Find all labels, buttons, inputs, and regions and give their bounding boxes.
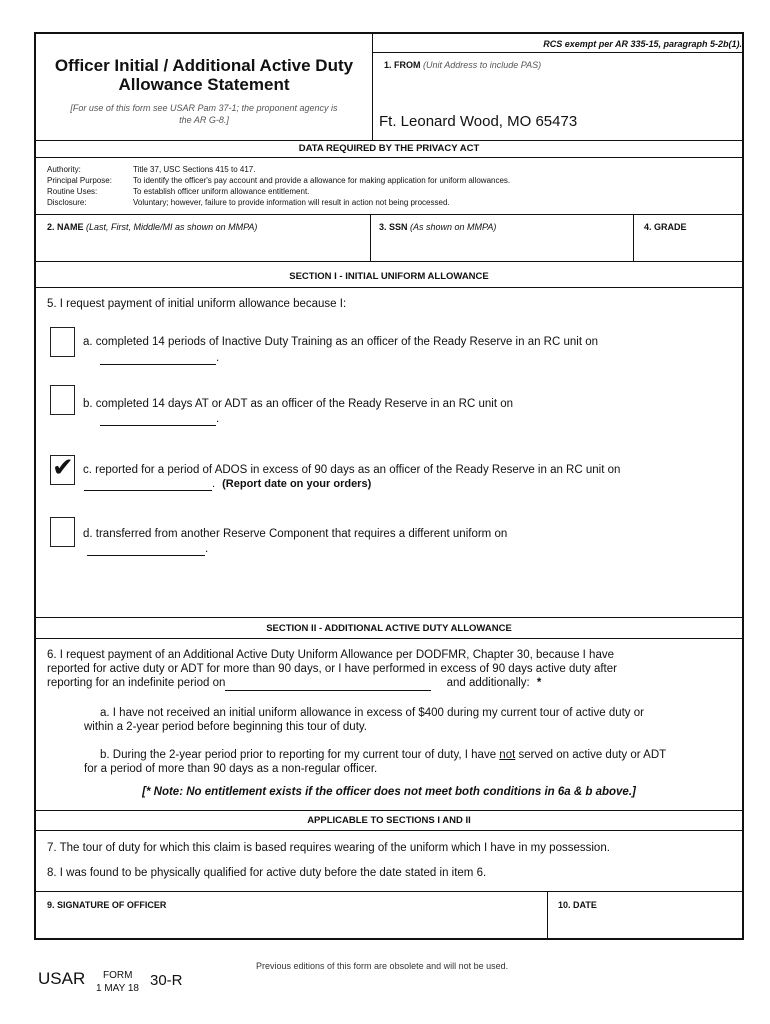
item6b-line1 — [84, 748, 744, 762]
section2-heading: SECTION II - ADDITIONAL ACTIVE DUTY ALLOWANCE — [266, 623, 512, 634]
use-note-line1: [For use of this form see USAR Pam 37-1; the proponent agency is — [70, 103, 338, 113]
from-label: 1. FROM — [384, 60, 421, 70]
item6b-not: not — [499, 749, 516, 761]
privacy-row — [47, 186, 732, 197]
privacy-row — [47, 175, 732, 186]
signature-input[interactable] — [40, 914, 540, 938]
option-5a-text: a. completed 14 periods of Inactive Duty Training as an officer of the Ready Reserve in an RC unit on — [83, 336, 599, 348]
privacy-heading: DATA REQUIRED BY THE PRIVACY ACT — [298, 143, 480, 154]
date-input[interactable] — [551, 914, 739, 938]
applicable-heading: APPLICABLE TO SECTIONS I AND II — [307, 815, 471, 826]
ssn-label-group — [379, 222, 496, 232]
privacy-row — [47, 197, 732, 208]
checkbox-5a[interactable] — [50, 327, 75, 357]
option-5c-date[interactable] — [84, 478, 212, 491]
grade-label: 4. GRADE — [644, 222, 687, 232]
from-hint: (Unit Address to include PAS) — [423, 60, 542, 70]
item6-line1: 6. I request payment of an Additional Active Duty Uniform Allowance per DODFMR, Chapter 30, because I have — [47, 649, 614, 661]
divider — [36, 261, 742, 262]
item6-paragraph — [47, 648, 737, 691]
from-field[interactable]: Ft. Leonard Wood, MO 65473 — [379, 113, 578, 130]
privacy-key: Principal Purpose: — [47, 176, 112, 185]
item6-line3-text: reporting for an indefinite period on — [47, 677, 226, 689]
divider — [36, 157, 742, 158]
item6-date-input[interactable] — [225, 676, 431, 691]
footer-form-number: 30-R — [150, 972, 183, 989]
privacy-key: Routine Uses: — [47, 187, 98, 196]
footer-form: FORM — [103, 970, 133, 981]
item6-line2: reported for active duty or ADT for more than 90 days, or I have performed in excess of 90 days active duty after — [47, 663, 617, 675]
item6-additionally: and additionally: — [446, 677, 530, 689]
item6a — [84, 706, 739, 734]
form-title-line2: Allowance Statement — [118, 75, 290, 94]
entitlement-note: [* Note: No entitlement exists if the officer does not meet both conditions in 6a & b above.] — [142, 786, 636, 798]
item8: 8. I was found to be physically qualified for active duty before the date stated in item 6. — [47, 867, 487, 879]
option-5b-date[interactable]: . — [100, 413, 219, 426]
item6b-line2: for a period of more than 90 days as a non-regular officer. — [84, 763, 378, 775]
use-note — [36, 102, 372, 126]
from-label-group — [384, 60, 541, 70]
form-frame — [34, 32, 744, 940]
section1-heading: SECTION I - INITIAL UNIFORM ALLOWANCE — [289, 271, 489, 282]
field-divider — [370, 214, 371, 261]
ssn-label: 3. SSN — [379, 222, 408, 232]
form-title — [36, 56, 372, 94]
name-label: 2. NAME — [47, 222, 84, 232]
divider — [36, 617, 742, 618]
rcs-notice: RCS exempt per AR 335-15, paragraph 5-2b(1). — [543, 39, 742, 49]
use-note-line2: the AR G-8.] — [179, 115, 229, 125]
privacy-value: To identify the officer's pay account and provide a allowance for making application for uniform allowances. — [133, 176, 511, 185]
option-5b-text: b. completed 14 days AT or ADT as an officer of the Ready Reserve in an RC unit on — [83, 398, 513, 410]
option-5c-date-row: . (Report date on your orders) — [84, 478, 371, 491]
form-title-line1: Officer Initial / Additional Active Duty — [54, 56, 354, 75]
footer-previous-editions: Previous editions of this form are obsolete and will not be used. — [256, 961, 509, 971]
divider — [36, 638, 742, 639]
item7: 7. The tour of duty for which this claim is based requires wearing of the uniform which I have in my possession. — [47, 842, 610, 854]
privacy-value: Voluntary; however, failure to provide information will result in action not being processed. — [133, 198, 450, 207]
rcs-divider — [372, 52, 742, 53]
divider — [36, 214, 742, 215]
item6-line3 — [47, 676, 737, 691]
checkbox-5b[interactable] — [50, 385, 75, 415]
signature-label: 9. SIGNATURE OF OFFICER — [47, 900, 167, 910]
checkbox-5c[interactable] — [50, 455, 75, 485]
item6-asterisk: * — [536, 677, 542, 689]
divider — [36, 140, 742, 141]
divider — [36, 891, 742, 892]
option-5d-date[interactable]: . — [87, 543, 208, 556]
footer-date: 1 MAY 18 — [96, 983, 139, 994]
checkbox-5d[interactable] — [50, 517, 75, 547]
header-divider — [372, 34, 373, 140]
option-5a-date[interactable]: . — [100, 352, 219, 365]
privacy-statement — [47, 164, 732, 208]
field-divider — [633, 214, 634, 261]
name-input[interactable] — [40, 236, 366, 258]
option-5c-text: c. reported for a period of ADOS in excess of 90 days as an officer of the Ready Reserve in an RC unit on — [83, 464, 621, 476]
footer-usar: USAR — [38, 969, 86, 988]
option-5c-note: (Report date on your orders) — [222, 478, 372, 490]
item6b-line1-end: served on active duty or ADT — [518, 749, 667, 761]
privacy-row — [47, 164, 732, 175]
name-hint: (Last, First, Middle/MI as shown on MMPA) — [86, 222, 258, 232]
check-mark-icon: ✔ — [52, 453, 74, 483]
divider — [36, 287, 742, 288]
ssn-input[interactable] — [374, 236, 629, 258]
item6b-line1-start: b. During the 2-year period prior to reporting for my current tour of duty, I have — [100, 749, 497, 761]
option-5d-text: d. transferred from another Reserve Component that requires a different uniform on — [83, 528, 508, 540]
privacy-key: Disclosure: — [47, 198, 87, 207]
item6a-line2: within a 2-year period before beginning this tour of duty. — [84, 721, 367, 733]
name-label-group — [47, 222, 257, 232]
item6b — [84, 748, 744, 776]
privacy-key: Authority: — [47, 165, 81, 174]
ssn-hint: (As shown on MMPA) — [410, 222, 497, 232]
privacy-value: To establish officer uniform allowance entitlement. — [133, 187, 310, 196]
item6a-line1: a. I have not received an initial uniform allowance in excess of $400 during my current tour of active duty or — [100, 707, 644, 719]
divider — [36, 810, 742, 811]
grade-input[interactable] — [637, 236, 741, 258]
section1-intro: 5. I request payment of initial uniform allowance because I: — [47, 298, 347, 310]
date-label: 10. DATE — [558, 900, 597, 910]
privacy-value: Title 37, USC Sections 415 to 417. — [133, 165, 256, 174]
divider — [36, 830, 742, 831]
field-divider — [547, 891, 548, 940]
